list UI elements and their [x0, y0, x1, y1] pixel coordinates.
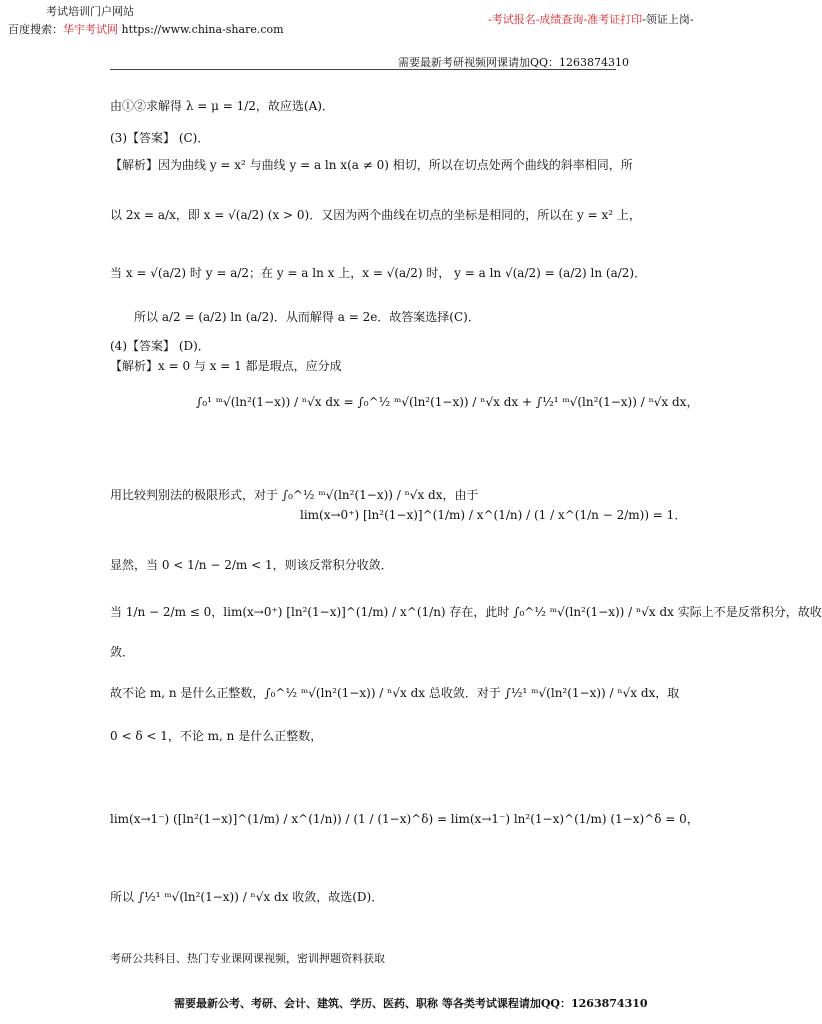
nav-link-register[interactable]: -考试报名 — [488, 13, 536, 26]
nav-link-certificate[interactable]: -领证上岗- — [642, 13, 694, 26]
q4-answer: (4)【答案】 (D)． — [110, 339, 210, 353]
header-divider — [110, 69, 616, 70]
header-nav — [488, 11, 694, 27]
baidu-label: 百度搜索： — [8, 23, 63, 36]
q3-answer: (3)【答案】 (C)． — [110, 131, 210, 145]
q4-line-5: 故不论 m, n 是什么正整数，∫₀^½ ᵐ√(ln²(1−x)) / ⁿ√x dx 总收敛．对于 ∫½¹ ᵐ√(ln²(1−x)) / ⁿ√x dx，取 — [110, 686, 680, 700]
nav-link-admission[interactable]: -准考证打印 — [583, 13, 643, 26]
footer-note: 考研公共科目、热门专业课网课视频，密训押题资料获取 — [110, 952, 385, 965]
baidu-brand-link[interactable]: 华宇考试网 — [63, 23, 118, 36]
q4-line-2a: 用比较判别法的极限形式，对于 ∫₀^½ ᵐ√(ln²(1−x)) / ⁿ√x dx，由于 — [110, 488, 479, 502]
q4-analysis: 【解析】x = 0 与 x = 1 都是瑕点，应分成 — [110, 359, 342, 373]
nav-link-scores[interactable]: -成绩查询 — [535, 13, 584, 26]
q4-line-7: 所以 ∫½¹ ᵐ√(ln²(1−x)) / ⁿ√x dx 收敛，故选(D)． — [110, 890, 384, 904]
q4-equation-2: lim(x→1⁻) ([ln²(1−x)]^(1/m) / x^(1/n)) / (1 / (1−x)^δ) = lim(x→1⁻) ln²(1−x)^(1/m) (1−x)^δ = 0， — [110, 812, 699, 826]
q3-line-2: 以 2x = a/x，即 x = √(a/2) (x > 0)．又因为两个曲线在切点的坐标是相同的，所以在 y = x² 上， — [110, 208, 641, 222]
header-ad: 需要最新考研视频网课请加QQ：1263874310 — [398, 56, 630, 69]
line-1: 由①②求解得 λ = μ = 1/2，故应选(A)． — [110, 99, 334, 113]
q3-analysis: 【解析】因为曲线 y = x² 与曲线 y = a ln x(a ≠ 0) 相切，所以在切点处两个曲线的斜率相同，所 — [110, 158, 633, 172]
q3-line-3: 当 x = √(a/2) 时 y = a/2；在 y = a ln x 上，x = √(a/2) 时， y = a ln √(a/2) = (a/2) ln (a/2)． — [110, 266, 647, 280]
baidu-url[interactable]: https://www.china-share.com — [121, 23, 284, 36]
q4-equation-1: ∫₀¹ ᵐ√(ln²(1−x)) / ⁿ√x dx = ∫₀^½ ᵐ√(ln²(1−x)) / ⁿ√x dx + ∫½¹ ᵐ√(ln²(1−x)) / ⁿ√x dx， — [196, 395, 699, 409]
footer-ad: 需要最新公考、考研、会计、建筑、学历、医药、职称 等各类考试课程请加QQ：1263874310 — [174, 997, 648, 1010]
baidu-search-line — [8, 21, 284, 37]
q3-line-4: 所以 a/2 = (a/2) ln (a/2)．从而解得 a = 2e．故答案选择(C)． — [134, 310, 480, 324]
q4-line-6: 0 < δ < 1，不论 m, n 是什么正整数， — [110, 729, 323, 743]
q4-line-4: 当 1/n − 2/m ≤ 0，lim(x→0⁺) [ln²(1−x)]^(1/m) / x^(1/n) 存在，此时 ∫₀^½ ᵐ√(ln²(1−x)) / ⁿ√x dx 实际上不是反常积分，故收 — [110, 605, 822, 619]
q4-line-3: 显然，当 0 < 1/n − 2/m < 1，则该反常积分收敛． — [110, 558, 393, 572]
q4-line-4b: 敛． — [110, 645, 135, 659]
q4-line-2b: lim(x→0⁺) [ln²(1−x)]^(1/m) / x^(1/n) / (1 / x^(1/n − 2/m)) = 1． — [300, 508, 687, 522]
site-title: 考试培训门户网站 — [46, 5, 134, 18]
